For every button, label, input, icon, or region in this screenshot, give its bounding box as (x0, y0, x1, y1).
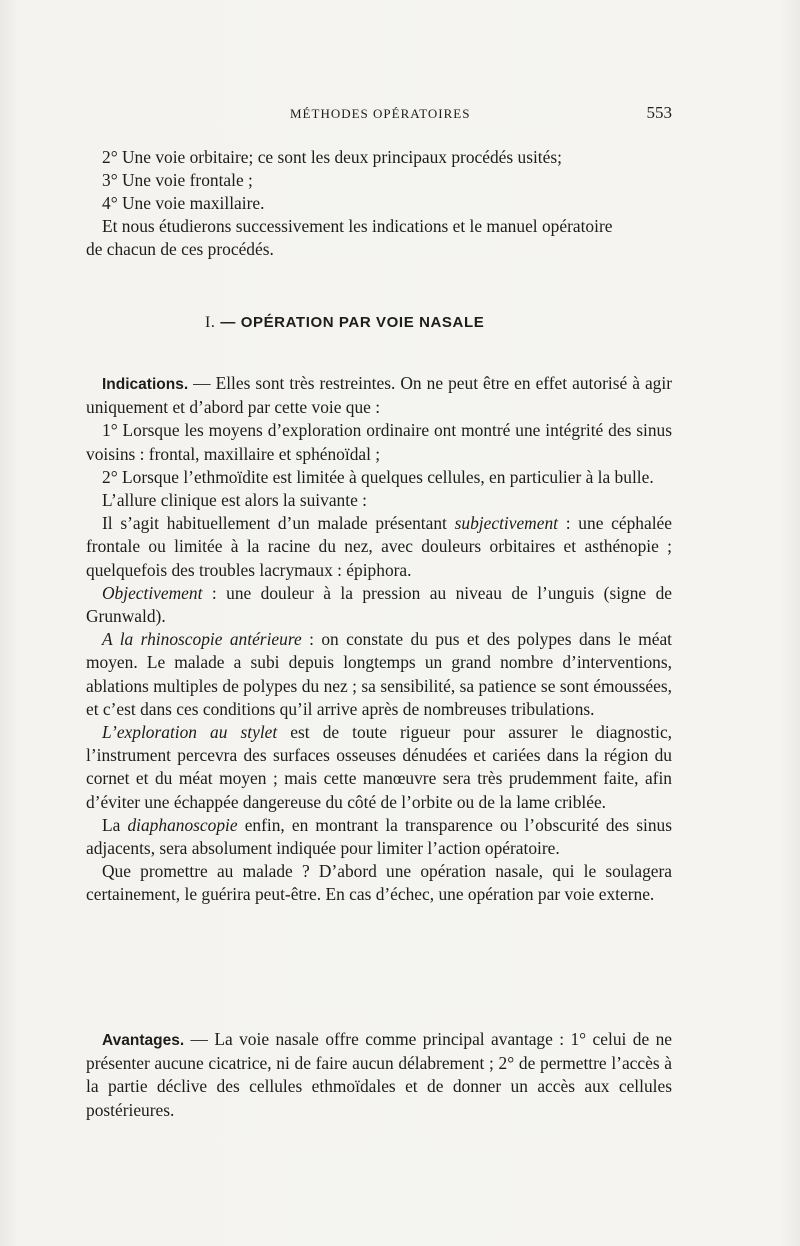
page-header (102, 103, 672, 128)
stylet-exploration: L’exploration au stylet est de toute rigueur pour assurer le diagnostic, l’instrument percevra des surfaces osseuses dénudées et cariées dans la région du cornet et du méat moyen ; mais cette manœuvre sera très prudemment faite, afin d’éviter une échappée dangereuse du côté de l’orbite ou de la lame criblée. (86, 722, 673, 812)
objective-signs: Objectivement : une douleur à la pression au niveau de l’unguis (signe de Grunwald). (86, 582, 672, 627)
indications-runin: Indications. (102, 376, 189, 393)
indications-paragraph: Indications. — Elles sont très restreintes. On ne peut être en effet autorisé à agir uniquement et d’abord par cette voie que : (86, 373, 672, 418)
running-title: MÉTHODES OPÉRATOIRES (290, 106, 471, 121)
intro-line-procedes: de chacun de ces procédés. (86, 239, 274, 259)
indications-condition-2: 2° Lorsque l’ethmoïdite est limitée à quelques cellules, en particulier à la bulle. (102, 466, 654, 487)
rhinoscopy: A la rhinoscopie antérieure : on constate du pus et des polypes dans le méat moyen. Le malade a subi depuis longtemps un grand nombre d’interventions, ablations multiples de polypes du nez ; sa sensibilité, sa patience se sont émoussées, et c’est dans ces conditions qu’il arrive après de nombreuses tribulations. (86, 629, 672, 719)
prognosis: Que promettre au malade ? D’abord une opération nasale, qui le soulagera certainement, le guérira peut-être. En cas d’échec, une opération par voie externe. (86, 861, 672, 905)
clinical-picture-intro: L’allure clinique est alors la suivante : (102, 490, 367, 511)
subjective-signs: Il s’agit habituellement d’un malade présentant subjectivement : une céphalée frontale ou limitée à la racine du nez, avec douleurs orbitaires et asthénopie ; quelquefois des troubles lacrymaux : épiphora. (86, 513, 672, 580)
avantages-block (86, 1028, 672, 1122)
avantages-paragraph: Avantages. — La voie nasale offre comme principal avantage : 1° celui de ne présenter aucune cicatrice, ni de faire aucun délabrement ; 2° de permettre l’accès à la partie déclive des cellules ethmoïdales et de donner un accès aux cellules postérieures. (86, 1029, 672, 1120)
avantages-runin: Avantages. (102, 1032, 185, 1049)
section-dash: — (220, 314, 236, 331)
intro-line-maxillaire: 4° Une voie maxillaire. (102, 193, 265, 213)
section-heading (205, 314, 484, 332)
section-title: OPÉRATION PAR VOIE NASALE (240, 314, 485, 331)
intro-line-etudierons: Et nous étudierons successivement les indications et le manuel opératoire (102, 216, 613, 236)
diaphanoscopy: La diaphanoscopie enfin, en montrant la transparence ou l’obscurité des sinus adjacents, sera absolument indiquée pour limiter l’action opératoire. (86, 814, 672, 859)
indications-condition-1: 1° Lorsque les moyens d’exploration ordinaire ont montré une intégrité des sinus voisins : frontal, maxillaire et sphénoïdal ; (86, 420, 672, 464)
intro-line-orbitaire: 2° Une voie orbitaire; ce sont les deux principaux procédés usités; (102, 147, 562, 167)
page-number: 553 (646, 103, 672, 122)
section-number: I. (205, 314, 216, 331)
indications-block (86, 372, 672, 907)
intro-line-frontale: 3° Une voie frontale ; (102, 170, 253, 190)
